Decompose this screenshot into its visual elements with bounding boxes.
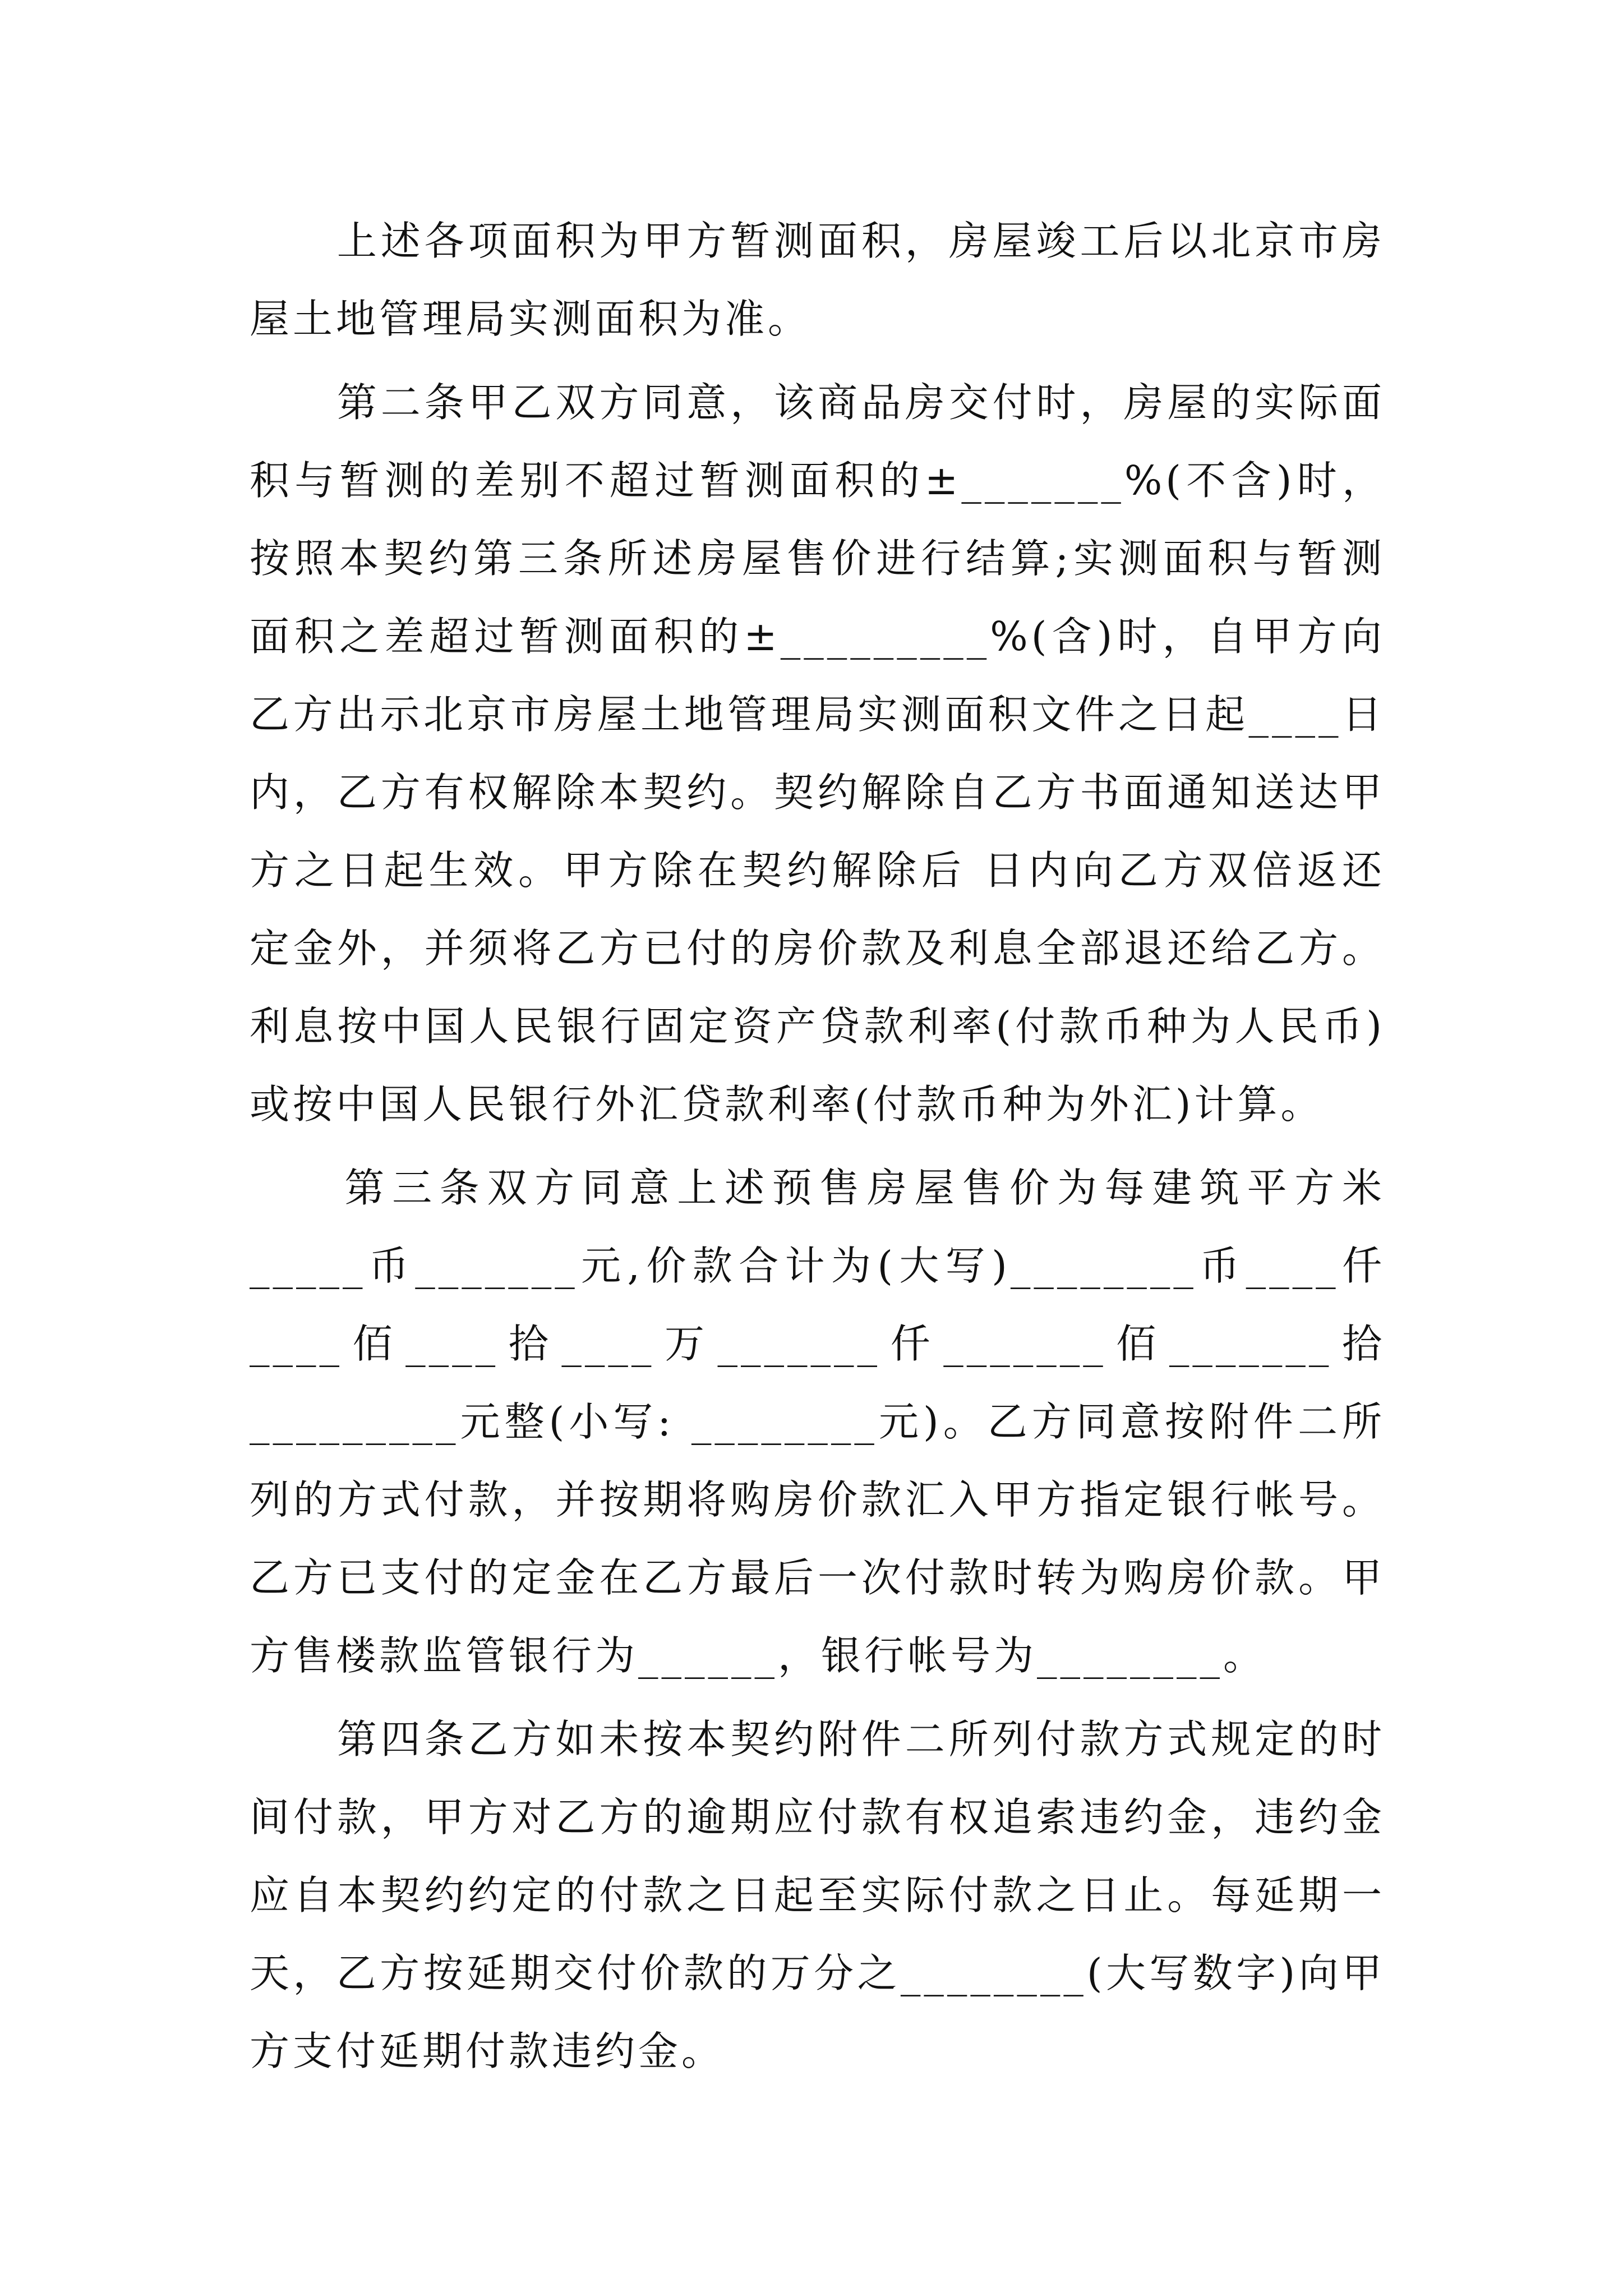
paragraph-article-2: 第二条甲乙双方同意，该商品房交付时，房屋的实际面积与暂测的差别不超过暂测面积的±_______%(不含)时，按照本契约第三条所述房屋售价进行结算;实测面积与暂测面积之差超过暂测面积的±_________%(含)时，自甲方向乙方出示北京市房屋土地管理局实测面积文件之日起____日内，乙方有权解除本契约。契约解除自乙方书面通知送达甲方之日起生效。甲方除在契约解除后 日内向乙方双倍返还定金外，并须将乙方已付的房价款及利息全部退还给乙方。利息按中国人民银行固定资产贷款利率(付款币种为人民币)或按中国人民银行外汇贷款利率(付款币种为外汇)计算。	[250, 379, 1385, 1128]
paragraph-article-3: 第三条双方同意上述预售房屋售价为每建筑平方米_____币_______元,价款合计为(大写)________币____仟____佰____拾____万_______仟_______佰_______拾_________元整(小写: ________元)。乙方同意按附件二所列的方式付款，并按期将购房价款汇入甲方指定银行帐号。乙方已支付的定金在乙方最后一次付款时转为购房价款。甲方售楼款监管银行为______，银行帐号为________。	[250, 1165, 1385, 1679]
paragraph-area-note: 上述各项面积为甲方暂测面积，房屋竣工后以北京市房屋土地管理局实测面积为准。	[250, 218, 1385, 342]
document-body	[250, 202, 1385, 2090]
paragraph-article-4: 第四条乙方如未按本契约附件二所列付款方式规定的时间付款，甲方对乙方的逾期应付款有权追索违约金，违约金应自本契约约定的付款之日起至实际付款之日止。每延期一天，乙方按延期交付价款的万分之________(大写数字)向甲方支付延期付款违约金。	[250, 1716, 1385, 2074]
